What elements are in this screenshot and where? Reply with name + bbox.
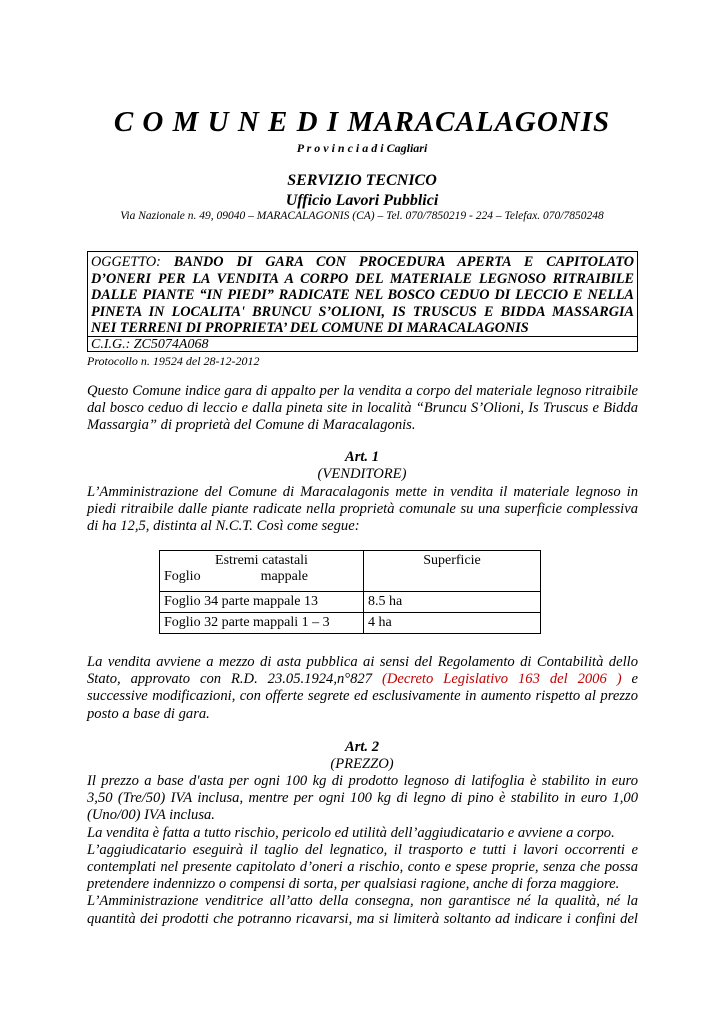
paragraph-line: L’Amministrazione del Comune di Maracalagonis mette in vendita il materiale legnoso in: [87, 484, 638, 500]
paragraph-line: Questo Comune indice gara di appalto per la vendita a corpo del materiale legnoso ritraibile: [87, 383, 638, 399]
cig-code: C.I.G.: ZC5074A068: [91, 337, 209, 352]
paragraph-line: di ha 12,5, distinta al N.C.T. Così come segue:: [87, 518, 360, 535]
sale-text: e: [631, 671, 638, 688]
paragraph-line: La vendita è fatta a tutto rischio, pericolo ed utilità dell’aggiudicatario e avviene a corpo.: [87, 824, 615, 841]
paragraph-line: pretendere indennizzo o compensi di sorta, per qualsiasi ragione, anche di forza maggiore.: [87, 876, 620, 893]
subject-text: BANDO DI GARA CON PROCEDURA APERTA E CAPITOLATO: [173, 254, 634, 270]
article-1-title: Art. 1: [344, 449, 380, 465]
protocol-number: Protocollo n. 19524 del 28-12-2012: [87, 354, 260, 368]
province-line: P r o v i n c i a d i Cagliari: [296, 141, 428, 155]
table-cell: 4 ha: [364, 613, 541, 634]
header-parcel-label: mappale: [260, 569, 308, 584]
article-2-title: Art. 2: [344, 739, 380, 755]
article-1-subtitle: (VENDITORE): [317, 466, 407, 482]
paragraph-line: dal bosco ceduo di leccio e dalla pineta site in località “Bruncu S’Olioni, Is Truscus e Bidda: [87, 400, 638, 417]
article-1-paragraph: [87, 484, 638, 536]
address-line: Via Nazionale n. 49, 09040 – MARACALAGONIS (CA) – Tel. 070/7850219 - 224 – Telefax. 070/7850248: [120, 210, 604, 222]
article-2-paragraph: [87, 773, 638, 928]
intro-paragraph: [87, 383, 638, 435]
subject-line: [91, 271, 634, 288]
sale-paragraph: [87, 654, 638, 723]
paragraph-line: [87, 671, 638, 688]
sale-text: Stato, approvato con R.D. 23.05.1924,n°827: [87, 671, 373, 688]
paragraph-line: successive modificazioni, con offerte segrete ed esclusivamente in aumento rispetto al prezzo: [87, 688, 638, 705]
table-row: [160, 592, 541, 613]
legislative-reference: (Decreto Legislativo 163 del 2006 ): [381, 671, 622, 688]
subject-line: [91, 254, 634, 271]
municipality-title: C O M U N E D I MARACALAGONIS: [113, 106, 611, 138]
paragraph-line: (Uno/00) IVA inclusa.: [87, 807, 215, 824]
paragraph-line: 3,50 (Tre/50) IVA inclusa, mentre per ogni 100 kg di legno di pino è stabilito in euro 1,00: [87, 790, 638, 807]
table-header-cell: [160, 551, 364, 592]
paragraph-line: quantità dei prodotti che potranno ricavarsi, ma si limiterà soltanto ad indicare i confini del: [87, 910, 638, 927]
table-header-cell: Superficie: [364, 551, 541, 592]
subject-text: PINETA IN LOCALITA' BRUNCU S’OLIONI, IS TRUSCUS E BIDDA MASSARGIA: [91, 303, 634, 320]
paragraph-line: L’Amministrazione venditrice all’atto della consegna, non garantisce né la qualità, né la: [87, 893, 638, 910]
table-cell: 8.5 ha: [364, 592, 541, 613]
paragraph-line: piedi ritraibile dalle piante radicate nella proprietà comunale su una superficie complessiva: [87, 501, 638, 518]
table-row: [160, 613, 541, 634]
subject-box: [87, 251, 638, 352]
subject-line: [91, 304, 634, 321]
paragraph-line: La vendita avviene a mezzo di asta pubblica ai sensi del Regolamento di Contabilità dello: [87, 654, 638, 670]
subject-line: [91, 287, 634, 304]
cadastral-table: [159, 550, 541, 634]
header-cadastral-label: Estremi catastali: [215, 553, 308, 568]
office-name: Ufficio Lavori Pubblici: [285, 192, 439, 209]
header-sub-labels: [164, 569, 359, 585]
paragraph-line: Massargia” di proprietà del Comune di Maracalagonis.: [87, 417, 416, 434]
table-cell: Foglio 34 parte mappale 13: [160, 592, 364, 613]
service-name: SERVIZIO TECNICO: [287, 172, 437, 189]
paragraph-line: L’aggiudicatario eseguirà il taglio del legnatico, il trasporto e tutti i lavori occorrenti e: [87, 841, 638, 858]
subject-text: DALLE PIANTE “IN PIEDI” RADICATE NEL BOSCO CEDUO DI LECCIO E NELLA: [91, 287, 634, 303]
paragraph-line: Il prezzo a base d'asta per ogni 100 kg di prodotto legnoso di latifoglia è stabilito in euro: [87, 773, 638, 789]
article-2-subtitle: (PREZZO): [330, 756, 394, 772]
subject-text: D’ONERI PER LA VENDITA A CORPO DEL MATERIALE LEGNOSO RITRAIBILE: [91, 270, 634, 287]
paragraph-line: contemplati nel presente capitolato d’oneri a rischio, conto e spese proprie, senza che possa: [87, 858, 638, 875]
paragraph-line: posto a base di gara.: [87, 705, 210, 722]
subject-label: OGGETTO:: [91, 254, 161, 270]
header-sheet-label: Foglio: [164, 569, 201, 584]
subject-text: NEI TERRENI DI PROPRIETA’ DEL COMUNE DI MARACALAGONIS: [91, 320, 529, 336]
table-cell: Foglio 32 parte mappali 1 – 3: [160, 613, 364, 634]
table-header-row: [160, 551, 541, 592]
subject-line: [91, 320, 634, 337]
